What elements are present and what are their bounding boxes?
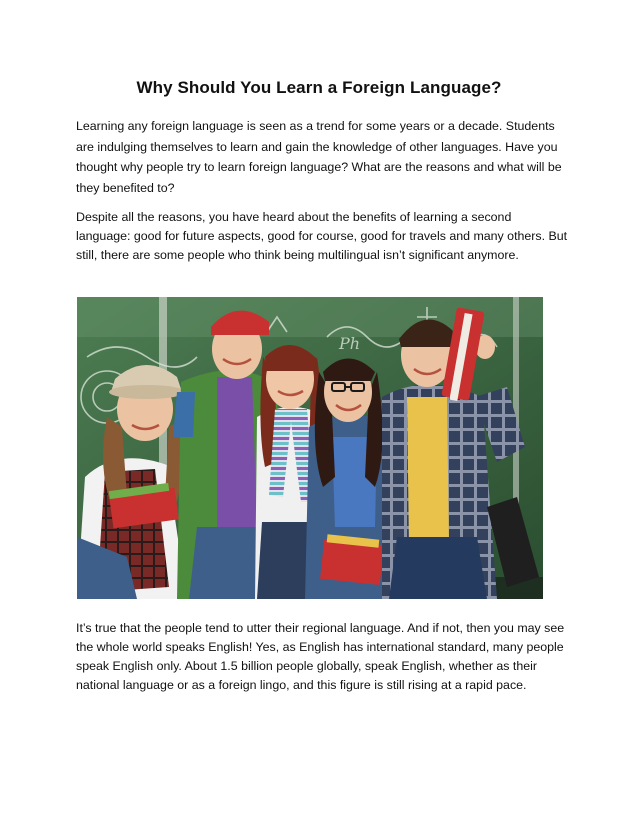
- paragraph-intro: Learning any foreign language is seen as a trend for some years or a decade. Students are indulging themselves to learn and gain the knowledge of other languages. Have you thought why people try to learn foreign language? What are the reasons and what will be they benefited to?: [76, 119, 562, 195]
- students-photo: [77, 297, 543, 599]
- paragraph-english: It’s true that the people tend to utter their regional language. And if not, then you may see the whole world speaks English! Yes, as English has international standard, many people speak English only. About 1.5 billion people globally, speak English, whether as their national language or as a foreign lingo, and this figure is still rising at a rapid pace.: [76, 621, 565, 692]
- svg-text:Ph: Ph: [339, 334, 361, 353]
- paragraph-benefits: Despite all the reasons, you have heard about the benefits of learning a second language: good for future aspects, good for course, good for travels and many others. But still, there are some people who think being multilingual isn’t significant anymore.: [76, 210, 568, 262]
- document-title: Why Should You Learn a Foreign Language?: [136, 78, 502, 97]
